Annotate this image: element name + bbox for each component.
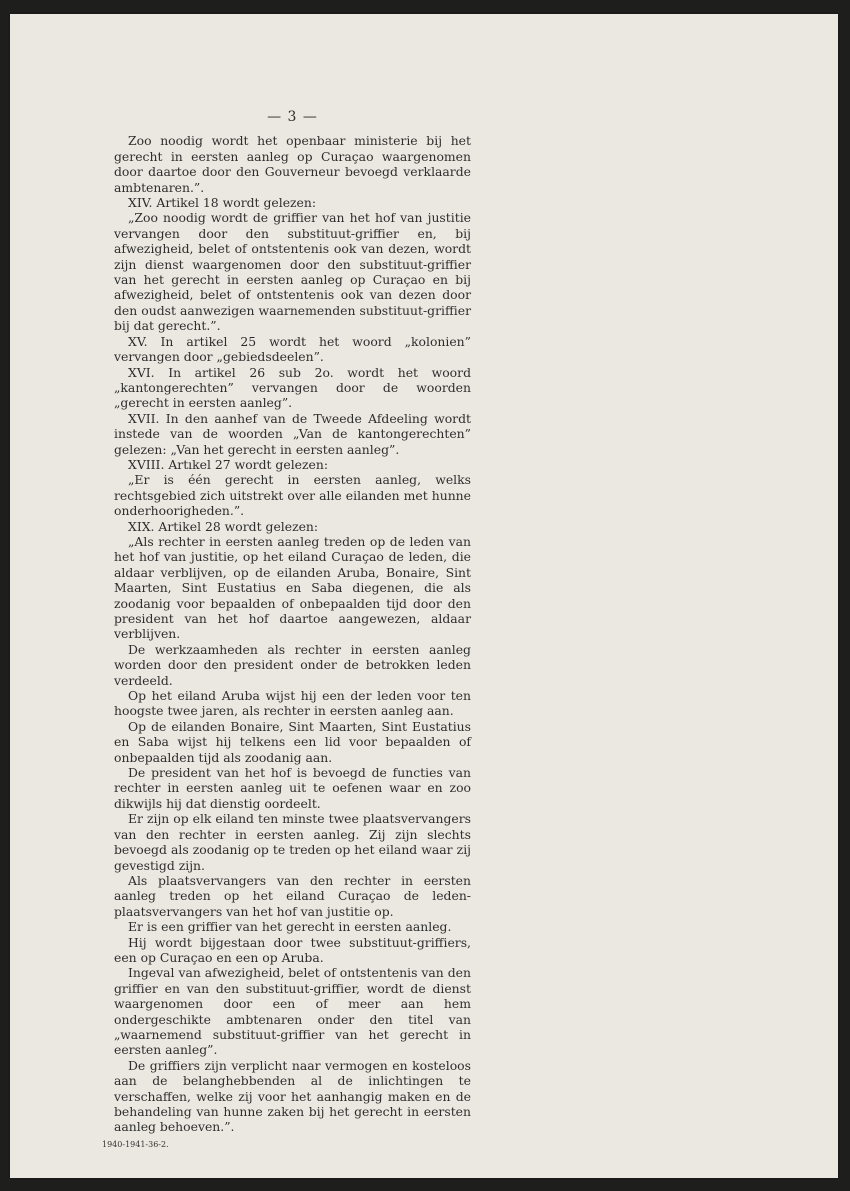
paragraph: Er is een griffier van het gerecht in eersten aanleg.: [128, 919, 452, 935]
paragraph: De griffiers zijn verplicht naar vermogen en kosteloos aan de belanghebbenden al de inlichtingen te verschaffen, welke zij voor het aanhangig maken en de behandeling van hunne zaken bij het gerecht in eersten aanleg behoeven.”.: [114, 1057, 471, 1135]
document-page: [10, 14, 838, 1178]
paragraph: Zoo noodig wordt het openbaar ministerie bij het gerecht in eersten aanleg op Curaçao waargenomen door daartoe door den Gouverneur bevoegd verklaarde ambtenaren.”.: [114, 133, 471, 195]
paragraph: De werkzaamheden als rechter in eersten aanleg worden door den president onder de betrokken leden verdeeld.: [114, 641, 471, 688]
paragraph: XVI. In artikel 26 sub 2o. wordt het woord „kantongerechten” vervangen door de woorden „gerecht in eersten aanleg”.: [114, 364, 471, 411]
page-number: — 3 —: [267, 109, 318, 125]
paragraph: XV. In artikel 25 wordt het woord „kolonien” vervangen door „gebiedsdeelen”.: [114, 333, 471, 365]
footer-code: 1940-1941-36-2.: [102, 1140, 169, 1149]
paragraph: „Als rechter in eersten aanleg treden op de leden van het hof van justitie, op het eiland Curaçao de leden, die aldaar verblijven, op de eilanden Aruba, Bonaire, Sint Maarten, Sint Eustatius en Saba diegenen, die als zoodanig voor bepaalden of onbepaalden tijd door den president van het hof daartoe aangewezen, aldaar verblijven.: [114, 533, 471, 642]
paragraph: Op de eilanden Bonaire, Sint Maarten, Sint Eustatius en Saba wijst hij telkens een lid voor bepaalden of onbepaalden tijd als zoodanig aan.: [114, 718, 471, 765]
paragraph: Als plaatsvervangers van den rechter in eersten aanleg treden op het eiland Curaçao de leden-plaatsvervangers van het hof van justitie op.: [114, 872, 471, 919]
paragraph: „Er is één gerecht in eersten aanleg, welks rechtsgebied zich uitstrekt over alle eilanden met hunne onderhoorigheden.”.: [114, 472, 471, 519]
paragraph: XVII. In den aanhef van de Tweede Afdeeling wordt instede van de woorden „Van de kantongerechten” gelezen: „Van het gerecht in eersten aanleg”.: [114, 410, 471, 457]
paragraph: Op het eiland Aruba wijst hij een der leden voor ten hoogste twee jaren, als rechter in eersten aanleg aan.: [114, 688, 471, 719]
paragraph: Ingeval van afwezigheid, belet of ontstentenis van den griffier en van den substituut-griffier, wordt de dienst waargenomen door een of meer aan hem ondergeschikte ambtenaren onder den titel van „waarnemend substituut-griffier van het gerecht in eersten aanleg”.: [114, 965, 471, 1058]
paragraph: Er zijn op elk eiland ten minste twee plaatsvervangers van den rechter in eersten aanleg. Zij zijn slechts bevoegd als zoodanig op te treden op het eiland waar zij gevestigd zijn.: [114, 811, 471, 873]
document-body: [114, 110, 471, 1135]
paragraph: Hij wordt bijgestaan door twee substituut-griffiers, een op Curaçao en een op Aruba.: [114, 934, 471, 965]
article-heading: XIX. Artikel 28 wordt gelezen:: [128, 518, 319, 534]
article-heading: XVIII. Artıkel 27 wordt gelezen:: [128, 456, 329, 472]
article-heading: XIV. Artikel 18 wordt gelezen:: [128, 195, 317, 211]
paragraph: „Zoo noodig wordt de griffier van het hof van justitie vervangen door den substituut-griffier en, bij afwezigheid, belet of ontstentenis ook van dezen, wordt zijn dienst waargenomen door den substituut-griffier van het gerecht in eersten aanleg op Curaçao en bij afwezigheid, belet of ontstentenis ook van dezen door den oudst aanwezigen waarnemenden substituut-griffier bij dat gerecht.”.: [114, 210, 471, 334]
paragraph: De president van het hof is bevoegd de functies van rechter in eersten aanleg uit te oefenen waar en zoo dikwijls hij dat dienstig oordeelt.: [114, 765, 471, 811]
